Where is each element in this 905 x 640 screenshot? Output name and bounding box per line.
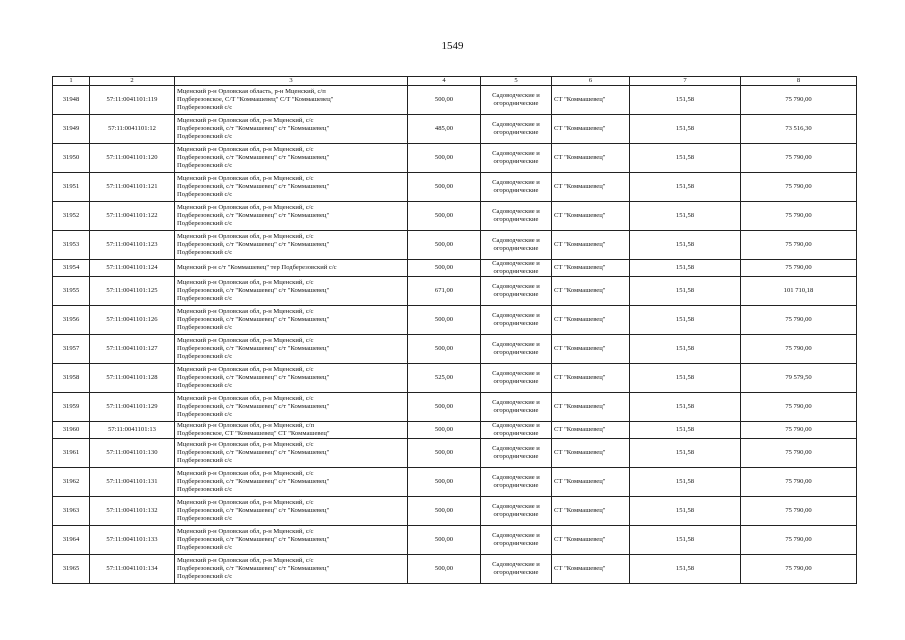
row-number: 31964 (53, 526, 90, 555)
area-cell: 500,00 (408, 260, 481, 277)
table-row (53, 115, 857, 144)
rate-cell: 151,58 (630, 277, 741, 306)
cadastral-value-cell: 75 790,00 (741, 173, 857, 202)
area-cell: 525,00 (408, 364, 481, 393)
rate-cell: 151,58 (630, 526, 741, 555)
table-row (53, 526, 857, 555)
rate-cell: 151,58 (630, 468, 741, 497)
address-cell: Мценский р-н Орловская обл, р-н Мценский, с/с Подберезовский, с/т "Коммашевец" с/т "Коммашевец" Подберезовский с/с (175, 468, 408, 497)
area-cell: 500,00 (408, 202, 481, 231)
land-use-cell: Садоводческие и огороднические (481, 497, 552, 526)
organization-cell: СТ "Коммашевец" (552, 277, 630, 306)
cadastral-number: 57:11:0041101:120 (90, 144, 175, 173)
cadastral-value-cell: 73 516,30 (741, 115, 857, 144)
cadastral-value-cell: 75 790,00 (741, 260, 857, 277)
cadastral-value-cell: 75 790,00 (741, 231, 857, 260)
organization-cell: СТ "Коммашевец" (552, 422, 630, 439)
organization-cell: СТ "Коммашевец" (552, 555, 630, 584)
area-cell: 500,00 (408, 468, 481, 497)
organization-cell: СТ "Коммашевец" (552, 439, 630, 468)
organization-cell: СТ "Коммашевец" (552, 173, 630, 202)
area-cell: 500,00 (408, 422, 481, 439)
land-use-cell: Садоводческие и огороднические (481, 202, 552, 231)
rate-cell: 151,58 (630, 335, 741, 364)
address-cell: Мценский р-н Орловская обл, р-н Мценский, с/с Подберезовский, с/т "Коммашевец" с/т "Коммашевец" Подберезовский с/с (175, 497, 408, 526)
table-row (53, 231, 857, 260)
cadastral-number: 57:11:0041101:130 (90, 439, 175, 468)
area-cell: 500,00 (408, 393, 481, 422)
area-cell: 500,00 (408, 497, 481, 526)
cadastral-value-cell: 75 790,00 (741, 335, 857, 364)
cadastral-number: 57:11:0041101:131 (90, 468, 175, 497)
address-cell: Мценский р-н Орловская обл, р-н Мценский, с/с Подберезовский, с/т "Коммашевец" с/т "Коммашевец" Подберезовский с/с (175, 115, 408, 144)
organization-cell: СТ "Коммашевец" (552, 335, 630, 364)
rate-cell: 151,58 (630, 364, 741, 393)
table-row (53, 555, 857, 584)
address-cell: Мценский р-н Орловская обл, р-н Мценский, с/с Подберезовский, с/т "Коммашевец" с/т "Коммашевец" Подберезовский с/с (175, 173, 408, 202)
cadastral-number: 57:11:0041101:133 (90, 526, 175, 555)
row-number: 31954 (53, 260, 90, 277)
rate-cell: 151,58 (630, 497, 741, 526)
cadastral-value-cell: 75 790,00 (741, 86, 857, 115)
table-row (53, 422, 857, 439)
land-use-cell: Садоводческие и огороднические (481, 231, 552, 260)
table-row (53, 260, 857, 277)
address-cell: Мценский р-н Орловская обл, р-н Мценский, с/с Подберезовский, с/т "Коммашевец" с/т "Коммашевец" Подберезовский с/с (175, 202, 408, 231)
land-use-cell: Садоводческие и огороднические (481, 555, 552, 584)
address-cell: Мценский р-н Орловская обл, р-н Мценский, с/с Подберезовский, с/т "Коммашевец" с/т "Коммашевец" Подберезовский с/с (175, 393, 408, 422)
land-use-cell: Садоводческие и огороднические (481, 422, 552, 439)
address-cell: Мценский р-н Орловская обл, р-н Мценский, с/с Подберезовский, с/т "Коммашевец" с/т "Коммашевец" Подберезовский с/с (175, 277, 408, 306)
cadastral-value-cell: 75 790,00 (741, 468, 857, 497)
row-number: 31948 (53, 86, 90, 115)
row-number: 31957 (53, 335, 90, 364)
cadastral-value-cell: 75 790,00 (741, 422, 857, 439)
land-use-cell: Садоводческие и огороднические (481, 393, 552, 422)
rate-cell: 151,58 (630, 260, 741, 277)
column-header: 8 (741, 77, 857, 86)
rate-cell: 151,58 (630, 144, 741, 173)
area-cell: 500,00 (408, 306, 481, 335)
page-number: 1549 (441, 40, 464, 52)
address-cell: Мценский р-н Орловская обл, р-н Мценский, с/с Подберезовский, с/т "Коммашевец" с/т "Коммашевец" Подберезовский с/с (175, 231, 408, 260)
area-cell: 500,00 (408, 439, 481, 468)
table-row (53, 393, 857, 422)
row-number: 31963 (53, 497, 90, 526)
table-row (53, 173, 857, 202)
table-body (53, 86, 857, 584)
table-row (53, 497, 857, 526)
land-use-cell: Садоводческие и огороднические (481, 335, 552, 364)
address-cell: Мценский р-н Орловская обл, р-н Мценский, с/п Подберезовское, СТ "Коммашевец" СТ "Коммашевец" (175, 422, 408, 439)
row-number: 31953 (53, 231, 90, 260)
cadastral-number: 57:11:0041101:123 (90, 231, 175, 260)
rate-cell: 151,58 (630, 86, 741, 115)
organization-cell: СТ "Коммашевец" (552, 393, 630, 422)
column-header: 3 (175, 77, 408, 86)
land-use-cell: Садоводческие и огороднические (481, 439, 552, 468)
column-header: 1 (53, 77, 90, 86)
organization-cell: СТ "Коммашевец" (552, 364, 630, 393)
table-row (53, 306, 857, 335)
land-use-cell: Садоводческие и огороднические (481, 115, 552, 144)
row-number: 31955 (53, 277, 90, 306)
cadastral-number: 57:11:0041101:13 (90, 422, 175, 439)
row-number: 31961 (53, 439, 90, 468)
cadastral-number: 57:11:0041101:129 (90, 393, 175, 422)
land-use-cell: Садоводческие и огороднические (481, 277, 552, 306)
table-row (53, 277, 857, 306)
area-cell: 500,00 (408, 173, 481, 202)
land-use-cell: Садоводческие и огороднические (481, 364, 552, 393)
organization-cell: СТ "Коммашевец" (552, 202, 630, 231)
table-row (53, 144, 857, 173)
cadastral-value-cell: 75 790,00 (741, 393, 857, 422)
rate-cell: 151,58 (630, 422, 741, 439)
organization-cell: СТ "Коммашевец" (552, 526, 630, 555)
cadastral-value-cell: 75 790,00 (741, 144, 857, 173)
cadastral-value-cell: 75 790,00 (741, 306, 857, 335)
address-cell: Мценский р-н Орловская обл, р-н Мценский, с/с Подберезовский, с/т "Коммашевец" с/т "Коммашевец" Подберезовский с/с (175, 526, 408, 555)
organization-cell: СТ "Коммашевец" (552, 468, 630, 497)
rate-cell: 151,58 (630, 202, 741, 231)
cadastral-number: 57:11:0041101:121 (90, 173, 175, 202)
cadastral-number: 57:11:0041101:127 (90, 335, 175, 364)
cadastral-number: 57:11:0041101:119 (90, 86, 175, 115)
organization-cell: СТ "Коммашевец" (552, 260, 630, 277)
cadastral-value-cell: 75 790,00 (741, 526, 857, 555)
rate-cell: 151,58 (630, 555, 741, 584)
organization-cell: СТ "Коммашевец" (552, 144, 630, 173)
address-cell: Мценский р-н Орловская обл, р-н Мценский, с/с Подберезовский, с/т "Коммашевец" с/т "Коммашевец" Подберезовский с/с (175, 364, 408, 393)
land-use-cell: Садоводческие и огороднические (481, 144, 552, 173)
rate-cell: 151,58 (630, 231, 741, 260)
area-cell: 500,00 (408, 231, 481, 260)
land-use-cell: Садоводческие и огороднические (481, 306, 552, 335)
rate-cell: 151,58 (630, 439, 741, 468)
cadastral-value-cell: 75 790,00 (741, 497, 857, 526)
rate-cell: 151,58 (630, 115, 741, 144)
table-row (53, 439, 857, 468)
address-cell: Мценский р-н Орловская обл, р-н Мценский, с/с Подберезовский, с/т "Коммашевец" с/т "Коммашевец" Подберезовский с/с (175, 555, 408, 584)
row-number: 31950 (53, 144, 90, 173)
cadastral-value-cell: 75 790,00 (741, 202, 857, 231)
area-cell: 671,00 (408, 277, 481, 306)
land-plot-table (52, 76, 857, 584)
address-cell: Мценский р-н с/т "Коммашевец" тер Подберезовский с/с (175, 260, 408, 277)
column-header: 2 (90, 77, 175, 86)
row-number: 31958 (53, 364, 90, 393)
row-number: 31951 (53, 173, 90, 202)
column-header-row (53, 77, 857, 86)
address-cell: Мценский р-н Орловская обл, р-н Мценский, с/с Подберезовский, с/т "Коммашевец" с/т "Коммашевец" Подберезовский с/с (175, 439, 408, 468)
column-header: 6 (552, 77, 630, 86)
cadastral-number: 57:11:0041101:128 (90, 364, 175, 393)
column-header: 4 (408, 77, 481, 86)
cadastral-number: 57:11:0041101:132 (90, 497, 175, 526)
cadastral-number: 57:11:0041101:134 (90, 555, 175, 584)
row-number: 31949 (53, 115, 90, 144)
area-cell: 500,00 (408, 555, 481, 584)
area-cell: 500,00 (408, 526, 481, 555)
row-number: 31956 (53, 306, 90, 335)
organization-cell: СТ "Коммашевец" (552, 497, 630, 526)
row-number: 31962 (53, 468, 90, 497)
area-cell: 500,00 (408, 86, 481, 115)
cadastral-number: 57:11:0041101:12 (90, 115, 175, 144)
table-row (53, 202, 857, 231)
address-cell: Мценский р-н Орловская обл, р-н Мценский, с/с Подберезовский, с/т "Коммашевец" с/т "Коммашевец" Подберезовский с/с (175, 335, 408, 364)
cadastral-number: 57:11:0041101:126 (90, 306, 175, 335)
land-use-cell: Садоводческие и огороднические (481, 260, 552, 277)
rate-cell: 151,58 (630, 393, 741, 422)
land-use-cell: Садоводческие и огороднические (481, 526, 552, 555)
cadastral-value-cell: 75 790,00 (741, 439, 857, 468)
land-use-cell: Садоводческие и огороднические (481, 86, 552, 115)
address-cell: Мценский р-н Орловская обл, р-н Мценский, с/с Подберезовский, с/т "Коммашевец" с/т "Коммашевец" Подберезовский с/с (175, 306, 408, 335)
area-cell: 500,00 (408, 335, 481, 364)
organization-cell: СТ "Коммашевец" (552, 306, 630, 335)
table-row (53, 335, 857, 364)
cadastral-number: 57:11:0041101:122 (90, 202, 175, 231)
rate-cell: 151,58 (630, 306, 741, 335)
area-cell: 485,00 (408, 115, 481, 144)
cadastral-number: 57:11:0041101:124 (90, 260, 175, 277)
table-row (53, 364, 857, 393)
column-header: 5 (481, 77, 552, 86)
cadastral-value-cell: 75 790,00 (741, 555, 857, 584)
cadastral-value-cell: 101 710,18 (741, 277, 857, 306)
address-cell: Мценский р-н Орловская обл, р-н Мценский, с/с Подберезовский, с/т "Коммашевец" с/т "Коммашевец" Подберезовский с/с (175, 144, 408, 173)
row-number: 31965 (53, 555, 90, 584)
row-number: 31960 (53, 422, 90, 439)
address-cell: Мценский р-н Орловская область, р-н Мценский, с/п Подберезовское, С/Т "Коммашевец" С/Т "Коммашевец" Подберезовский с/с (175, 86, 408, 115)
organization-cell: СТ "Коммашевец" (552, 86, 630, 115)
row-number: 31959 (53, 393, 90, 422)
cadastral-value-cell: 79 579,50 (741, 364, 857, 393)
cadastral-number: 57:11:0041101:125 (90, 277, 175, 306)
rate-cell: 151,58 (630, 173, 741, 202)
land-use-cell: Садоводческие и огороднические (481, 173, 552, 202)
area-cell: 500,00 (408, 144, 481, 173)
row-number: 31952 (53, 202, 90, 231)
column-header: 7 (630, 77, 741, 86)
table-row (53, 468, 857, 497)
organization-cell: СТ "Коммашевец" (552, 115, 630, 144)
land-use-cell: Садоводческие и огороднические (481, 468, 552, 497)
table-row (53, 86, 857, 115)
organization-cell: СТ "Коммашевец" (552, 231, 630, 260)
